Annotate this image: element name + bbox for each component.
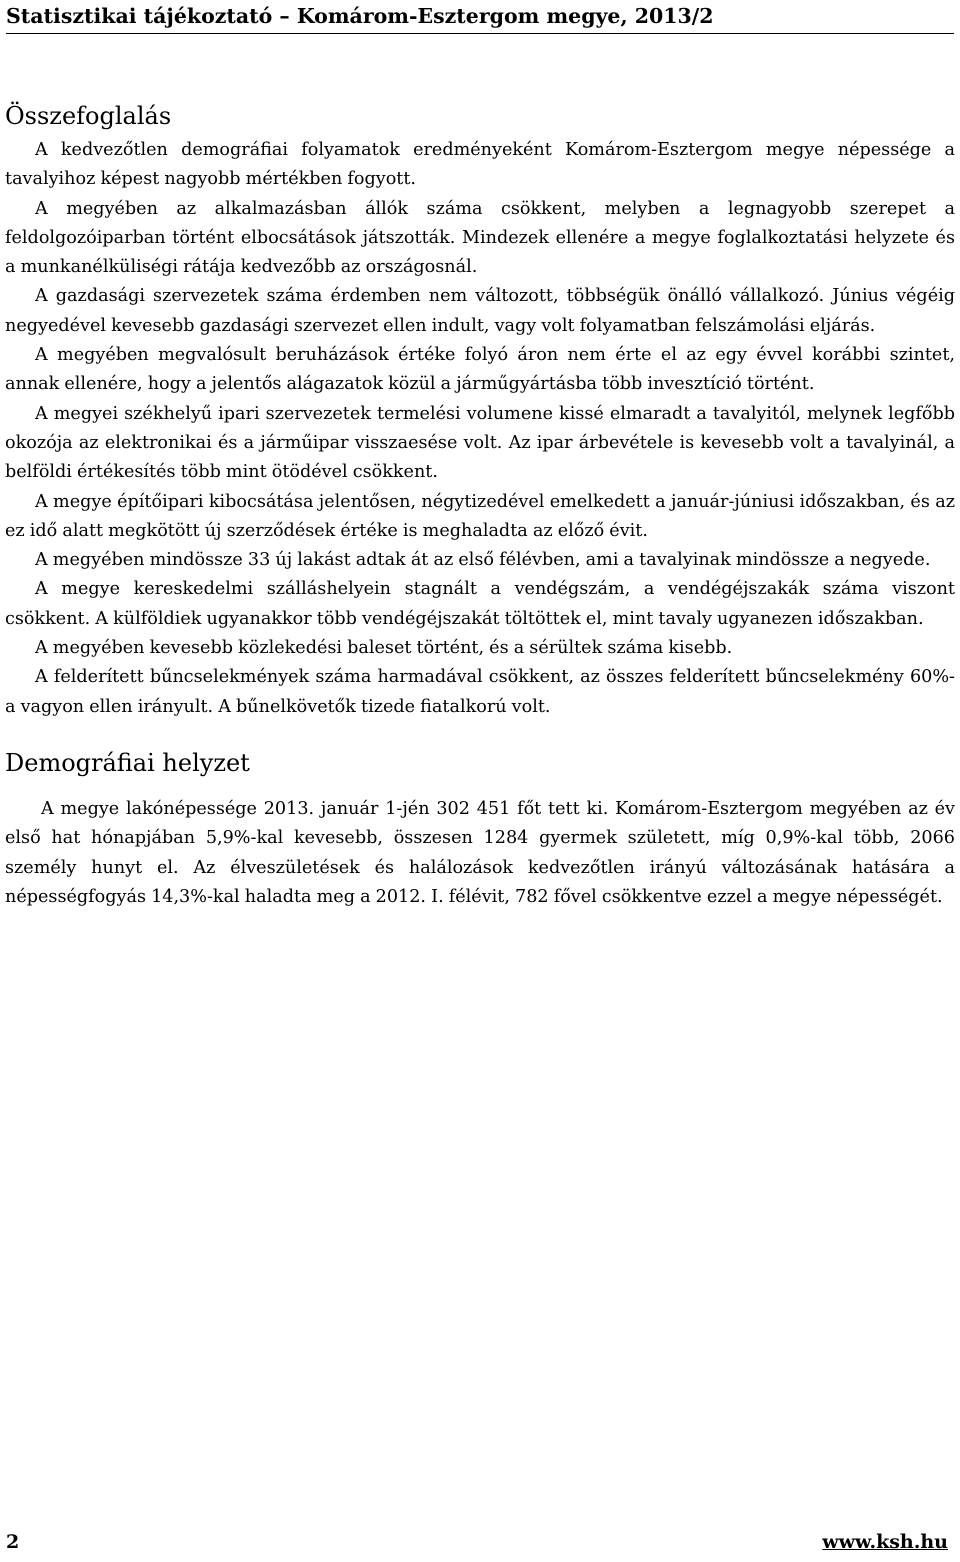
summary-paragraph: A kedvezőtlen demográfiai folyamatok eredményeként Komárom-Esztergom megye népessége a tavalyihoz képest nagyobb mértékben fogyott. bbox=[5, 140, 955, 190]
page-content bbox=[5, 98, 955, 912]
summary-paragraph: A megye kereskedelmi szálláshelyein stagnált a vendégszám, a vendégéjszakák száma viszont csökkent. A külföldiek ugyanakkor több vendégéjszakát töltöttek el, mint tavaly ugyanezen időszakban. bbox=[5, 579, 955, 629]
summary-paragraph: A megyében mindössze 33 új lakást adtak át az első félévben, ami a tavalyinak mindössze a negyede. bbox=[35, 550, 931, 571]
section-title-summary: Összefoglalás bbox=[5, 102, 172, 130]
document-header: Statisztikai tájékoztató – Komárom-Esztergom megye, 2013/2 bbox=[6, 0, 954, 34]
ksh-website-link[interactable]: www.ksh.hu bbox=[822, 1531, 948, 1553]
page-number: 2 bbox=[6, 1531, 20, 1553]
summary-paragraph: A megyei székhelyű ipari szervezetek termelési volumene kissé elmaradt a tavalyitól, melynek legfőbb okozója az elektronikai és a járműipar visszaesése volt. Az ipar árbevétele is kevesebb volt a tavalyinál, a belföldi értékesítés több mint ötödével csökkent. bbox=[5, 403, 955, 483]
summary-paragraph: A megyében az alkalmazásban állók száma csökkent, melyben a legnagyobb szerepet a feldolgozóiparban történt elbocsátások játszották. Mindezek ellenére a megye foglalkoztatási helyzete és a munkanélküliségi rátája kedvezőbb az országosnál. bbox=[5, 198, 955, 278]
demography-paragraph: A megye lakónépessége 2013. január 1-jén 302 451 főt tett ki. Komárom-Esztergom megyében az év első hat hónapjában 5,9%-kal kevesebb, összesen 1284 gyermek született, míg 0,9%-kal több, 2066 személy hunyt el. Az élveszületések és halálozások kedvezőtlen irányú változásának hatására a népességfogyás 14,3%-kal haladta meg a 2012. I. félévit, 782 fővel csökkentve ezzel a megye népességét. bbox=[5, 798, 955, 907]
summary-paragraph: A megye építőipari kibocsátása jelentősen, négytizedével emelkedett a január-júniusi időszakban, és az ez idő alatt megkötött új szerződések értéke is meghaladta az előző évit. bbox=[5, 491, 955, 541]
summary-paragraph: A gazdasági szervezetek száma érdemben nem változott, többségük önálló vállalkozó. Június végéig negyedével kevesebb gazdasági szervezet ellen indult, vagy volt folyamatban felszámolási eljárás. bbox=[5, 286, 955, 336]
summary-paragraph: A felderített bűncselekmények száma harmadával csökkent, az összes felderített bűncselekmény 60%-a vagyon ellen irányult. A bűnelkövetők tizede fiatalkorú volt. bbox=[5, 667, 955, 717]
summary-paragraph: A megyében kevesebb közlekedési baleset történt, és a sérültek száma kisebb. bbox=[35, 638, 733, 659]
section-title-demography: Demográfiai helyzet bbox=[5, 748, 250, 777]
summary-paragraph: A megyében megvalósult beruházások értéke folyó áron nem érte el az egy évvel korábbi szintet, annak ellenére, hogy a jelentős alágazatok közül a járműgyártásba több invesztíció történt. bbox=[5, 345, 955, 395]
